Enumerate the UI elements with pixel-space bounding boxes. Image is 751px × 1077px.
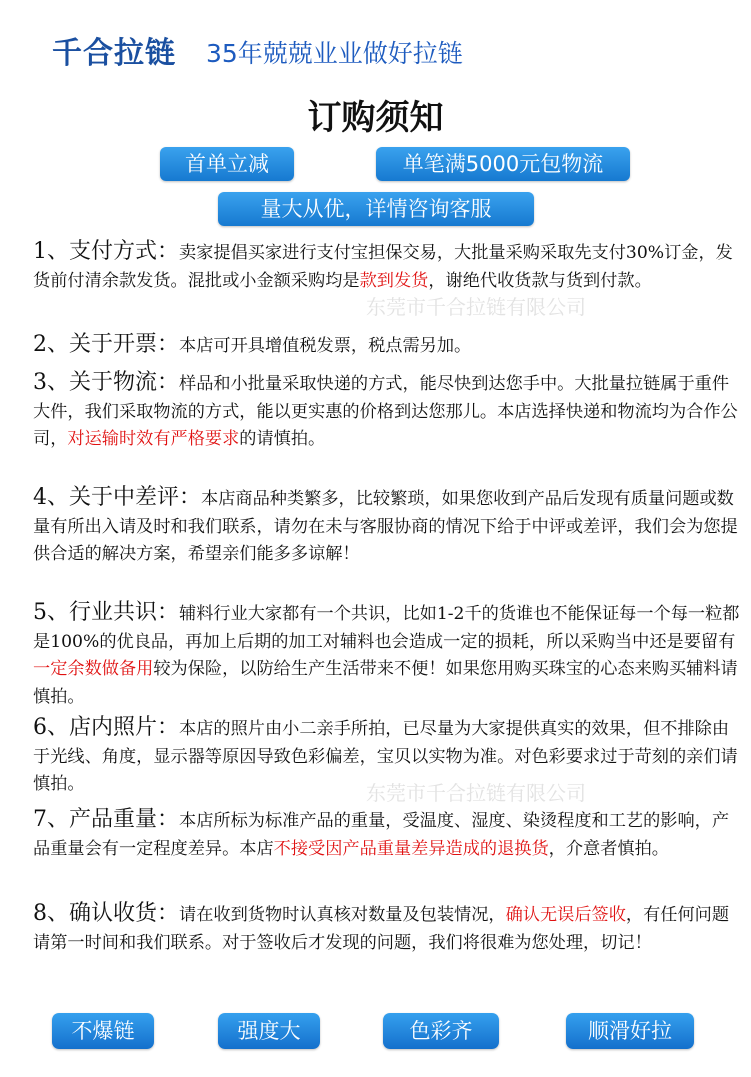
feature-badge-smooth-pull: 顺滑好拉 <box>566 1013 694 1049</box>
page-title: 订购须知 <box>307 98 444 138</box>
section-text: 辅料行业大家都有一个共识，比如1-2千的货谁也不能保证每一个每一粒都是100%的优良品，再加上后期的加工对辅料也会造成一定的损耗，所以采购当中还是要留有 <box>33 604 740 652</box>
section-heading: 5、行业共识： <box>33 600 179 625</box>
section-text: ，介意者慎拍。 <box>548 838 669 859</box>
section-heading: 8、确认收货： <box>33 901 179 926</box>
brand-logo: 千合拉链 <box>52 36 176 71</box>
highlighted-text: 一定余数做备用 <box>33 659 154 679</box>
watermark: 东莞市千合拉链有限公司 <box>366 295 586 319</box>
section-text: ，谢绝代收货款与货到付款。 <box>428 270 652 291</box>
section-heading: 1、支付方式： <box>33 239 179 264</box>
feature-badge-high-strength: 强度大 <box>218 1013 320 1049</box>
free-shipping-badge: 单笔满5000元包物流 <box>376 147 630 181</box>
brand-slogan: 35年兢兢业业做好拉链 <box>206 39 463 68</box>
section-text: ，有任何问题请第一时间和我们联系。对于签收后才发现的问题，我们将很难为您处理，切记！ <box>33 905 730 953</box>
notice-section <box>33 900 741 957</box>
section-heading: 3、关于物流： <box>33 370 179 395</box>
notice-section <box>33 599 741 711</box>
notice-section <box>33 369 741 454</box>
notice-section <box>33 484 741 569</box>
section-heading: 2、关于开票： <box>33 332 179 357</box>
feature-badge-full-colors: 色彩齐 <box>383 1013 499 1049</box>
section-text: 请在收到货物时认真核对数量及包装情况， <box>179 905 506 925</box>
section-text: 的请慎拍。 <box>239 429 326 449</box>
first-order-discount-badge: 首单立减 <box>160 147 294 181</box>
section-text: 较为保险，以防给生产生活带来不便！如果您用购买珠宝的心态来购买辅料请慎拍。 <box>33 659 738 707</box>
section-text: 本店所标为标准产品的重量，受温度、湿度、染烫程度和工艺的影响，产品重量会有一定程度差异。本店 <box>33 811 730 859</box>
section-text: 样品和小批量采取快递的方式，能尽快到达您手中。大批量拉链属于重件大件，我们采取物流的方式，能以更实惠的价格到达您那儿。本店选择快递和物流均为合作公司， <box>33 374 738 449</box>
section-heading: 7、产品重量： <box>33 807 179 832</box>
bulk-discount-badge: 量大从优，详情咨询客服 <box>218 192 534 226</box>
highlighted-text: 不接受因产品重量差异造成的退换货 <box>273 838 549 859</box>
section-text: 本店商品种类繁多，比较繁琐，如果您收到产品后发现有质量问题或数量有所出入请及时和我们联系，请勿在未与客服协商的情况下给于中评或差评，我们会为您提供合适的解决方案，希望亲们能多多谅解！ <box>33 489 738 564</box>
notice-section <box>33 238 741 295</box>
section-heading: 6、店内照片： <box>33 715 179 740</box>
section-text: 本店的照片由小二亲手所拍，已尽量为大家提供真实的效果，但不排除由于光线、角度，显示器等原因导致色彩偏差，宝贝以实物为准。对色彩要求过于苛刻的亲们请慎拍。 <box>33 719 738 794</box>
notice-section <box>33 331 741 361</box>
highlighted-text: 确认无误后签收 <box>505 905 626 925</box>
notice-section <box>33 714 741 799</box>
section-heading: 4、关于中差评： <box>33 485 201 510</box>
notice-section <box>33 806 741 863</box>
highlighted-text: 款到发货 <box>359 270 429 291</box>
section-text: 卖家提倡买家进行支付宝担保交易，大批量采购采取先支付30%订金，发货前付清余款发货。混批或小金额采购均是 <box>33 243 733 291</box>
watermark: 东莞市千合拉链有限公司 <box>366 781 586 805</box>
highlighted-text: 对运输时效有严格要求 <box>67 429 240 449</box>
section-text: 本店可开具增值税发票，税点需另加。 <box>179 336 472 356</box>
feature-badge-no-burst: 不爆链 <box>52 1013 154 1049</box>
